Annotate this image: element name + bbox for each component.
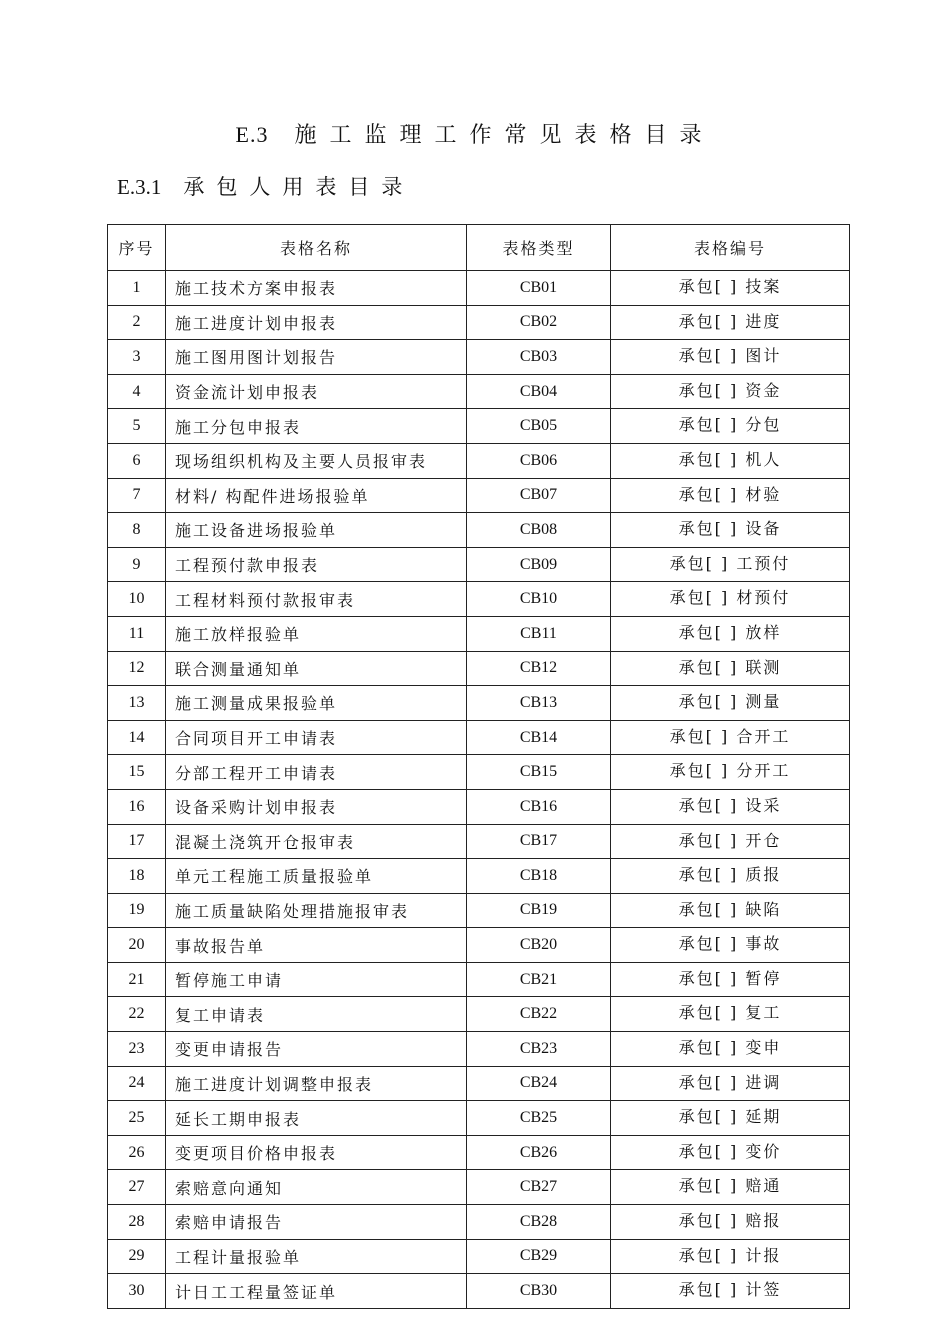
page-title <box>0 118 950 149</box>
row-seq-no: 25 <box>108 1101 166 1136</box>
row-seq-no: 12 <box>108 651 166 686</box>
row-form-code: 承包[ ] 开仓 <box>611 824 850 859</box>
row-form-name: 合同项目开工申请表 <box>166 720 467 755</box>
row-form-type: CB19 <box>467 893 611 928</box>
row-form-type: CB23 <box>467 1032 611 1067</box>
row-form-type: CB12 <box>467 651 611 686</box>
row-form-name: 施工质量缺陷处理措施报审表 <box>166 893 467 928</box>
table-row <box>108 1170 850 1205</box>
row-form-type: CB10 <box>467 582 611 617</box>
header-form-name: 表格名称 <box>166 225 467 271</box>
row-form-type: CB11 <box>467 616 611 651</box>
row-form-type: CB01 <box>467 271 611 306</box>
table-row <box>108 305 850 340</box>
table-body <box>108 271 850 1309</box>
row-form-name: 索赔申请报告 <box>166 1205 467 1240</box>
table-row <box>108 651 850 686</box>
row-form-name: 施工放样报验单 <box>166 616 467 651</box>
table-row <box>108 513 850 548</box>
table-row <box>108 1274 850 1309</box>
row-seq-no: 22 <box>108 997 166 1032</box>
section-title-text: 承包人用表目录 <box>183 175 415 199</box>
row-form-name: 施工设备进场报验单 <box>166 513 467 548</box>
row-form-type: CB18 <box>467 859 611 894</box>
table-row <box>108 1032 850 1067</box>
row-form-name: 变更项目价格申报表 <box>166 1135 467 1170</box>
row-form-type: CB03 <box>467 340 611 375</box>
table-row <box>108 928 850 963</box>
row-seq-no: 19 <box>108 893 166 928</box>
row-form-code: 承包[ ] 缺陷 <box>611 893 850 928</box>
row-seq-no: 14 <box>108 720 166 755</box>
table-row <box>108 997 850 1032</box>
row-form-type: CB07 <box>467 478 611 513</box>
row-form-code: 承包[ ] 合开工 <box>611 720 850 755</box>
row-form-code: 承包[ ] 材验 <box>611 478 850 513</box>
table-row <box>108 409 850 444</box>
row-seq-no: 30 <box>108 1274 166 1309</box>
table-row <box>108 547 850 582</box>
row-form-code: 承包[ ] 联测 <box>611 651 850 686</box>
row-form-type: CB26 <box>467 1135 611 1170</box>
row-seq-no: 6 <box>108 443 166 478</box>
row-form-code: 承包[ ] 设采 <box>611 789 850 824</box>
row-form-name: 施工技术方案申报表 <box>166 271 467 306</box>
table-row <box>108 1101 850 1136</box>
row-form-code: 承包[ ] 计签 <box>611 1274 850 1309</box>
row-form-name: 暂停施工申请 <box>166 962 467 997</box>
row-form-code: 承包[ ] 材预付 <box>611 582 850 617</box>
header-form-code: 表格编号 <box>611 225 850 271</box>
table-row <box>108 340 850 375</box>
row-form-type: CB06 <box>467 443 611 478</box>
table-header-row <box>108 225 850 271</box>
table-row <box>108 962 850 997</box>
row-form-name: 施工图用图计划报告 <box>166 340 467 375</box>
row-form-type: CB21 <box>467 962 611 997</box>
row-seq-no: 20 <box>108 928 166 963</box>
row-form-name: 施工进度计划调整申报表 <box>166 1066 467 1101</box>
table-row <box>108 893 850 928</box>
row-form-type: CB25 <box>467 1101 611 1136</box>
row-seq-no: 16 <box>108 789 166 824</box>
row-form-name: 资金流计划申报表 <box>166 374 467 409</box>
table-row <box>108 1205 850 1240</box>
row-form-type: CB15 <box>467 755 611 790</box>
row-form-type: CB08 <box>467 513 611 548</box>
table-row <box>108 755 850 790</box>
table-row <box>108 686 850 721</box>
row-form-name: 工程材料预付款报审表 <box>166 582 467 617</box>
row-seq-no: 7 <box>108 478 166 513</box>
table-row <box>108 1066 850 1101</box>
row-form-name: 计日工工程量签证单 <box>166 1274 467 1309</box>
table-row <box>108 824 850 859</box>
row-form-code: 承包[ ] 机人 <box>611 443 850 478</box>
row-form-name: 施工进度计划申报表 <box>166 305 467 340</box>
row-form-name: 工程计量报验单 <box>166 1239 467 1274</box>
row-form-name: 施工测量成果报验单 <box>166 686 467 721</box>
row-form-code: 承包[ ] 放样 <box>611 616 850 651</box>
row-form-type: CB28 <box>467 1205 611 1240</box>
section-title <box>117 171 414 201</box>
row-form-code: 承包[ ] 进度 <box>611 305 850 340</box>
table-row <box>108 1135 850 1170</box>
row-form-code: 承包[ ] 技案 <box>611 271 850 306</box>
row-form-code: 承包[ ] 测量 <box>611 686 850 721</box>
table-row <box>108 478 850 513</box>
row-form-code: 承包[ ] 赔通 <box>611 1170 850 1205</box>
row-seq-no: 3 <box>108 340 166 375</box>
row-seq-no: 1 <box>108 271 166 306</box>
row-seq-no: 13 <box>108 686 166 721</box>
row-form-code: 承包[ ] 质报 <box>611 859 850 894</box>
row-form-type: CB17 <box>467 824 611 859</box>
table-row <box>108 443 850 478</box>
row-form-code: 承包[ ] 暂停 <box>611 962 850 997</box>
row-seq-no: 4 <box>108 374 166 409</box>
row-form-type: CB30 <box>467 1274 611 1309</box>
table-row <box>108 582 850 617</box>
row-form-type: CB09 <box>467 547 611 582</box>
table-row <box>108 374 850 409</box>
row-form-name: 工程预付款申报表 <box>166 547 467 582</box>
row-seq-no: 17 <box>108 824 166 859</box>
row-form-type: CB16 <box>467 789 611 824</box>
row-form-code: 承包[ ] 工预付 <box>611 547 850 582</box>
row-form-type: CB04 <box>467 374 611 409</box>
row-form-type: CB13 <box>467 686 611 721</box>
table-row <box>108 859 850 894</box>
row-form-name: 变更申请报告 <box>166 1032 467 1067</box>
row-seq-no: 18 <box>108 859 166 894</box>
row-seq-no: 2 <box>108 305 166 340</box>
row-form-code: 承包[ ] 分包 <box>611 409 850 444</box>
row-seq-no: 27 <box>108 1170 166 1205</box>
row-seq-no: 15 <box>108 755 166 790</box>
header-form-type: 表格类型 <box>467 225 611 271</box>
page-title-text: 施工监理工作常见表格目录 <box>294 123 715 148</box>
row-form-code: 承包[ ] 计报 <box>611 1239 850 1274</box>
row-form-name: 材料/ 构配件进场报验单 <box>166 478 467 513</box>
row-seq-no: 5 <box>108 409 166 444</box>
row-form-name: 索赔意向通知 <box>166 1170 467 1205</box>
row-form-code: 承包[ ] 资金 <box>611 374 850 409</box>
page-title-number: E.3 <box>235 122 269 147</box>
row-form-code: 承包[ ] 延期 <box>611 1101 850 1136</box>
row-form-code: 承包[ ] 复工 <box>611 997 850 1032</box>
row-form-type: CB22 <box>467 997 611 1032</box>
table-row <box>108 616 850 651</box>
row-form-name: 设备采购计划申报表 <box>166 789 467 824</box>
table-row <box>108 720 850 755</box>
row-form-code: 承包[ ] 事故 <box>611 928 850 963</box>
table-row <box>108 789 850 824</box>
row-form-type: CB24 <box>467 1066 611 1101</box>
row-seq-no: 26 <box>108 1135 166 1170</box>
row-form-type: CB05 <box>467 409 611 444</box>
row-seq-no: 21 <box>108 962 166 997</box>
table-row <box>108 1239 850 1274</box>
section-title-number: E.3.1 <box>117 175 162 199</box>
row-form-code: 承包[ ] 变申 <box>611 1032 850 1067</box>
row-seq-no: 8 <box>108 513 166 548</box>
row-form-name: 事故报告单 <box>166 928 467 963</box>
row-form-type: CB29 <box>467 1239 611 1274</box>
row-form-code: 承包[ ] 分开工 <box>611 755 850 790</box>
row-seq-no: 9 <box>108 547 166 582</box>
row-seq-no: 23 <box>108 1032 166 1067</box>
row-form-name: 混凝土浇筑开仓报审表 <box>166 824 467 859</box>
row-form-name: 施工分包申报表 <box>166 409 467 444</box>
row-seq-no: 10 <box>108 582 166 617</box>
row-form-code: 承包[ ] 赔报 <box>611 1205 850 1240</box>
row-form-name: 联合测量通知单 <box>166 651 467 686</box>
row-form-code: 承包[ ] 设备 <box>611 513 850 548</box>
row-form-name: 分部工程开工申请表 <box>166 755 467 790</box>
row-form-type: CB20 <box>467 928 611 963</box>
row-form-type: CB14 <box>467 720 611 755</box>
row-form-type: CB02 <box>467 305 611 340</box>
row-seq-no: 29 <box>108 1239 166 1274</box>
row-form-name: 延长工期申报表 <box>166 1101 467 1136</box>
header-seq-no: 序号 <box>108 225 166 271</box>
table-row <box>108 271 850 306</box>
row-form-code: 承包[ ] 变价 <box>611 1135 850 1170</box>
row-form-name: 现场组织机构及主要人员报审表 <box>166 443 467 478</box>
row-form-code: 承包[ ] 进调 <box>611 1066 850 1101</box>
row-form-name: 复工申请表 <box>166 997 467 1032</box>
row-seq-no: 11 <box>108 616 166 651</box>
row-seq-no: 28 <box>108 1205 166 1240</box>
row-seq-no: 24 <box>108 1066 166 1101</box>
row-form-type: CB27 <box>467 1170 611 1205</box>
row-form-name: 单元工程施工质量报验单 <box>166 859 467 894</box>
row-form-code: 承包[ ] 图计 <box>611 340 850 375</box>
form-catalog-table <box>107 224 850 1309</box>
